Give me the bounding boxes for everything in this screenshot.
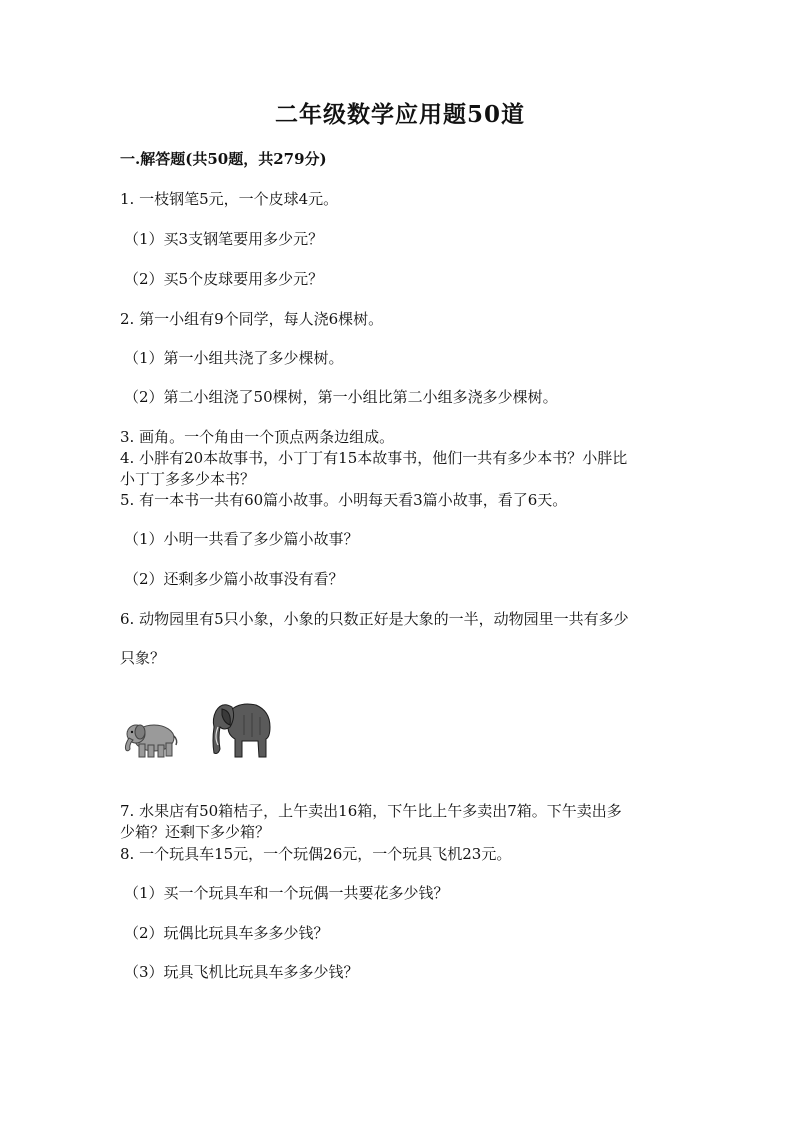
question-6-line-2: 只象？ [120,649,166,667]
question-8-part-1: （1）买一个玩具车和一个玩偶一共要花多少钱？ [124,884,449,902]
question-7-line-1: 7. 水果店有50箱桔子，上午卖出16箱，下午比上午多卖出7箱。下午卖出多 [120,802,622,820]
question-8-part-2: （2）玩偶比玩具车多多少钱？ [124,924,329,942]
question-7-line-2: 少箱？还剩下多少箱？ [120,823,271,841]
question-4-line-2: 小丁丁多多少本书？ [120,470,256,488]
question-1-part-2: （2）买5个皮球要用多少元？ [124,270,324,288]
question-2-part-1: （1）第一小组共浇了多少棵树。 [124,349,344,367]
page-title: 二年级数学应用题50道 [274,101,525,128]
question-5-part-1: （1）小明一共看了多少篇小故事？ [124,530,359,548]
question-8-stem: 8. 一个玩具车15元，一个玩偶26元，一个玩具飞机23元。 [120,845,512,863]
question-5-part-2: （2）还剩多少篇小故事没有看？ [124,570,344,588]
section-heading: 一.解答题(共50题，共279分) [120,150,327,168]
question-2-stem: 2. 第一小组有9个同学，每人浇6棵树。 [120,310,384,328]
question-3-stem: 3. 画角。一个角由一个顶点两条边组成。 [120,428,395,446]
question-1-part-1: （1）买3支钢笔要用多少元？ [124,230,324,248]
question-5-stem: 5. 有一本书一共有60篇小故事。小明每天看3篇小故事，看了6天。 [120,491,568,509]
question-4-line-1: 4. 小胖有20本故事书，小丁丁有15本故事书，他们一共有多少本书？小胖比 [120,449,628,467]
question-2-part-2: （2）第二小组浇了50棵树，第一小组比第二小组多浇多少棵树。 [124,388,558,406]
question-8-part-3: （3）玩具飞机比玩具车多多少钱？ [124,963,359,981]
question-1-stem: 1. 一枝钢笔5元，一个皮球4元。 [120,190,339,208]
small-elephant-image [120,718,182,760]
large-elephant-image [208,697,274,761]
question-6-line-1: 6. 动物园里有5只小象，小象的只数正好是大象的一半，动物园里一共有多少 [120,610,629,628]
